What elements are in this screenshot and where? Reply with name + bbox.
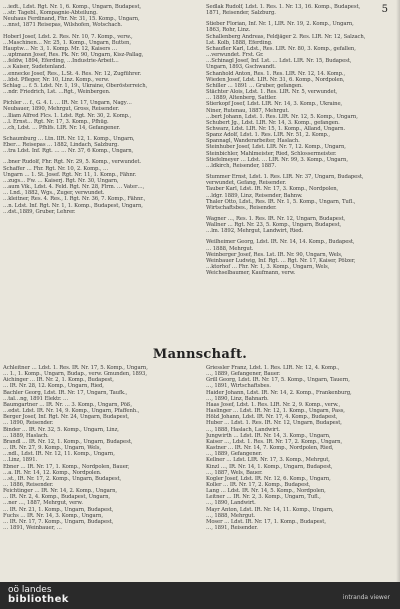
entry-line: Berger Josef, Inf. Rgt. Nr. 24, Ungarn, Budapest, (3, 414, 129, 421)
entry-line: …str. Tagebl., Kompagnie-Abteilung. (3, 10, 98, 17)
entry-line: Bachler Georg, Ldst. IR. Nr. 17, Ungarn, Taufk., (3, 389, 128, 396)
section-heading: Mannschaft. (152, 347, 248, 362)
entry-line: Weichselbaumer, Kaufmann, verw. (206, 270, 296, 277)
entry-line: Thaler Otto, Ldst., Res. IR. Nr. 1, 5. Komp., Ungarn, Tufl., (206, 198, 356, 205)
entry-line: Griessler Franz, Ldst. 1. Res. LIR. Nr. 12, 4. Komp., (206, 365, 340, 371)
entry-line: Feichtinger … IR. Nr. 14, 2. Komp., Ungarn, (3, 488, 118, 495)
entry-line: …iedt., Ldst. Rgt. Nr. 1, 6. Komp., Ungarn, Budapest, (3, 4, 141, 10)
entry-line: …ndl., Ldst. IR. Nr. 12, 11. Komp., Ungarn, (3, 451, 115, 458)
entry-line: 1863, Rohr, Linz. (206, 27, 251, 34)
entry-line: Stieber Florian, Inf. Nr. 1, LIR. Nr. 19, 2. Komp., Ungarn, (206, 21, 354, 28)
entry-line: Steinbichler, Mahlmeister, Ried, Schlossermeister. (206, 150, 337, 157)
entry-line: Kastner … IR. Nr. 14, 7. Komp., Nordpolen, Ried, (206, 445, 334, 452)
entry-line: Schaumburg … Ltn. IIR. Nr. 12, 1. Komp., Ungarn, (3, 135, 135, 142)
entry-line: …, 1888, Mehrgut. (206, 512, 255, 519)
entry-line: …, 1888, Haslach, Landwirt. (206, 426, 280, 433)
library-logo[interactable] (8, 585, 69, 605)
entry-line: Pichler … f., G. 4. I. … IR. Nr. 17, Ungarn, Nagy… (3, 100, 132, 107)
entry-line: Achleitner … Ldst. 1. Res. IR. Nr. 17, 5. Komp., Ungarn, (3, 365, 148, 371)
entry-line: …, 1890, Landwirt. (206, 500, 256, 507)
entry-line: …, 1889, Gefangener, Bauer. (206, 371, 281, 378)
entry-line: …ch, Ldst. … Pfhlfs. LIR. Nr. 14, Gefangener. (3, 124, 120, 131)
entry-line: …lliam Alfred Flcs. 1. Ldst. Rgt. Nr. 30, 2. Komp., (3, 112, 132, 119)
entry-line: Eber… Reisepas … 1882, Lindach, Salzburg. (3, 142, 119, 149)
entry-line: …nnst, 1871 Reisepas, Wilshofen, Wotschach. (3, 22, 123, 29)
entry-line: Stierkopf Josef, Ldst. LIR. Nr. 14, 3. Komp., Ukraine, (206, 101, 343, 108)
entry-line: …tra Ldst. Inf. Rgt. … … Nr. 37, 6 Komp., Ungarn, (3, 148, 134, 155)
entry-line: Kinzl …, IR. Nr. 14, 1. Komp., Ungarn, Budapest, (206, 463, 333, 470)
entry-line: Wallner … Rgt. Nr. 23, 5. Komp., Ungarn, Budapest, (206, 222, 342, 229)
entry-line: Haas Josef, Ldst. 1. Res. LIR. Nr. 2, 9. Komp., verw., (206, 401, 341, 408)
entry-line: Haslinger … Ldst. IR. Nr. 12, 1. Komp., Ungarn, Pass, (206, 408, 345, 415)
entry-line: Lst. Kolb, 1888, Eferding. (206, 39, 273, 46)
entry-line: …kleitner, Res. 4. Res., I. Rgt. Nr. 36, 7. Komp., Fähnr., (3, 196, 146, 203)
entry-line: Ungarn … 1. St. Josef. Rgt. Nr. 11, 1. Komp., Fähnr. (3, 171, 137, 178)
entry-line: … 1., 1. Komp., Ungarn, Budap., verw. Gmunden, 1893, (3, 371, 147, 378)
entry-line: Stächter Alois, Ldst. 1. Res. LIR. Nr. 5, verwundet, (206, 89, 338, 96)
entry-line: … 1891, Weinbauer, … (3, 525, 62, 532)
entry-line: 1871, Reisender, Salzburg. (206, 10, 276, 17)
entry-line: … Lnd., 1882, Wgs., Zuger, verwundet. (3, 190, 105, 197)
bottom-right-column (206, 365, 396, 531)
entry-line: …Linz, 1891. (3, 457, 38, 464)
entry-line: Neubauer, 1890, Mehrgut, Gross, Reisender. (3, 106, 120, 113)
entry-line: Fuchs … IR. Nr. 14, 3. Komp., Ungarn, (3, 512, 103, 519)
entry-line: Weinberger Josef, Res. Lst. IR. Nr. 90, Ungarn, Wels, (206, 251, 343, 258)
top-right-column (206, 4, 396, 276)
entry-line: …, 1889, Gefangener. (206, 451, 263, 458)
entry-line: … IR. Nr. 27, 9. Komp., Ungarn, Wels, (3, 445, 101, 452)
entry-line: … IR. Nr. 28, 12. Komp., Ungarn, Ried, (3, 383, 104, 390)
entry-line: Ungarn, 1893, Gschwandt. (206, 64, 276, 71)
entry-line: …l. Ernst… Rgt. Nr. 17, 3. Komp., Pfhüg. (3, 118, 109, 125)
entry-line: … IR. Nr. 17, 7. Komp., Ungarn, Budapest, (3, 518, 114, 525)
entry-line: Baumgartner … IR. Nr. … 3. Komp., Ungarn, Pöß, (3, 401, 132, 408)
entry-line: …bert Johann, Ldst. 1. Res. LIR. Nr. 12, 5. Komp., Ungarn, (206, 113, 358, 120)
entry-line: Hölzl Johann, Ldst. IR. Nr. 17, 4. Komp., Budapest, (206, 414, 338, 421)
entry-line: …ndr. Friedrich, Lst. …Rgt., Weinbergen. (3, 89, 111, 96)
entry-line: …edst. Ldst. IR. Nr. 14, 9. Komp., Ungarn, Pfaffenh., (3, 408, 140, 415)
entry-line: …a. IR. Nr. 14, 12. Komp., Nordpolen. (3, 469, 102, 476)
entry-line: …ner …, 1887, Mehrgut, verw. (3, 500, 83, 507)
entry-line: Schanhold Anton, Res. 1. Res. LIR. Nr. 12, 14. Komp., (206, 70, 346, 77)
entry-line: Schwarz, Ldst. LIR. Nr. 15, 1. Komp., Alland, Ungarn. (206, 125, 346, 132)
entry-line: Hoberl Josef, Ldst. 2. Res. Nr. 10, 7. Komp., verw., (3, 33, 133, 40)
entry-line: Weilheimer Georg, Ldst. IR. Nr. 14, 14. Komp., Budapest, (206, 239, 355, 246)
entry-line: Lang … Ldst. IR. Nr. 14, 5. Komp., Nordpolen, (206, 488, 326, 495)
entry-line: …ldkirch, Reisender, 1887. (206, 162, 277, 169)
entry-line: … 1886, Reisender. (3, 481, 54, 488)
entry-line: Tauber Karl, Ldst. IR. Nr. 17, 3. Komp., Nordpolen, (206, 186, 339, 193)
entry-line: …, 1891, Reisender. (206, 525, 258, 532)
entry-line: Mayr Anton, Ldst. IR. Nr. 14, 11. Komp., Ungarn, (206, 506, 334, 513)
entry-line: Schallenberg Andreas, Feldjäger 2. Res. LIR. Nr. 12, Salzach, (206, 33, 366, 40)
logo-line-1: oö landes (8, 585, 52, 595)
entry-line: Schlag … f. 5. Ldst. Nr. 1, 19., Ukraine, Oberösterreich, (3, 82, 148, 89)
entry-line: verwundet, Gefang, Reisender. (206, 180, 287, 187)
entry-line: Kellner … Ldst. LIR. Nr. 17, 3. Komp., Mehrgut, (206, 457, 330, 464)
entry-line: …bner Rudolf, Fhr. Rgt. Nr. 29, 5. Komp., verwundet. (3, 159, 141, 166)
top-left-column (3, 4, 193, 215)
entry-line: Huber … Ldst. 1. Res. IR. Nr. 12, Ungarn, Budapest, (206, 420, 342, 427)
entry-line: Brandl … IR. Nr. 12, 1. Komp., Ungarn, Budapest, (3, 438, 133, 445)
entry-line: Wirtschaftsbes., Reisender. (206, 204, 277, 211)
bottom-left-column (3, 365, 193, 531)
entry-line: …ldgr. 1889, Linz, Reisender, Bahnw. (206, 192, 303, 199)
entry-line: …tal…ng, 1891 Elektr. … (3, 395, 69, 402)
viewer-label[interactable]: intranda viewer (342, 594, 390, 601)
entry-line: Niner, Rutenau, 1887, Mehrgut. (206, 107, 290, 114)
entry-line: …lm. 1892, Mehrgut, Landwirt, Ried. (206, 228, 304, 235)
entry-line: Neuhaus Ferdinand, Fhr. Nr. 31, 15. Komp., Ungarn, (3, 16, 140, 23)
entry-line: Stiefelmeyer … Ldst. … LIR. Nr. 99, 3. Komp., Ungarn, (206, 156, 348, 163)
entry-line: …aum Vik., Ldst. 4. Feld. Rgt. Nr. 28, Flrm. … Vater…, (3, 184, 145, 191)
entry-line: … IR. Nr. 2, 4. Komp., Budapest, Ungarn, (3, 494, 110, 501)
entry-line: Aichinger … IR. Nr. 2, 1. Komp., Budapest, (3, 377, 114, 384)
entry-line: … 1889, Haslach. (3, 432, 49, 439)
logo-line-2: bibliothek (8, 594, 69, 605)
entry-line: Wagner …, Res. 1. Res. IR. Nr. 12, Ungarn, Budapest, (206, 216, 346, 222)
entry-line: Hauptw… Nr. 3, 1. Komp. Mr. 12, Kaisers … (3, 45, 118, 52)
entry-line: Leitner … IR. Nr. 2, 3. Komp., Ungarn, Tufl., (206, 494, 321, 501)
entry-line: Jungwirth … Ldst. IR. Nr. 14, 3. Komp., Ungarn, (206, 432, 331, 439)
entry-line: …uptmann Josef, Res. Fk. Nr. 90, Ungarn, Kisz-Pallag, (3, 52, 144, 59)
entry-line: Spannagl, Wanderarbeiter, Haslach. (206, 138, 300, 145)
entry-line: Weinbauer Ludwig, Inf. Rgt. … Rgt. Nr. 17, Kaiser, Pölzer, (206, 257, 356, 264)
entry-line: …feldw, 1894, Eferding, …Industrie-Arbeit… (3, 58, 119, 65)
entry-line: Koller … IR. Nr. 17, 2. Komp., Budapest, (206, 481, 311, 488)
entry-line: … 1889, Altenberg, Sattler. (206, 95, 277, 102)
entry-line: …dst.,1889, Gruber, Lehrer. (3, 208, 76, 215)
entry-line: Ebner … IR. Nr. 17, 1. Komp., Nordpolen, Bauer, (3, 463, 130, 470)
entry-line: …st., IR. Nr. 17, 2. Komp., Ungarn, Budapest, (3, 475, 122, 482)
entry-line: Schaffer … Fhr. Rgt. Nr. 10, 2. Komp., … (3, 165, 109, 172)
entry-line: …Schinagl Josef, Inf. Lst. … Ldst. LIR. Nr. 15, Budapest, (206, 58, 352, 65)
entry-line: Moser … Ldst. IR. Nr. 17, 1. Komp., Budapest, (206, 518, 326, 525)
entry-line: Schaufler Karl, Ldst., Res. LIR. Nr. 80, 3. Komp., gefallen, (206, 45, 356, 52)
entry-line: Binder … IR. Nr. 32, 5. Komp., Ungarn, Linz, (3, 426, 119, 433)
entry-line: …s Kaiser, Sudetenland. (3, 64, 66, 71)
entry-line: …, 1891, Wirtschaftsbes. (206, 383, 271, 390)
entry-line: Kaiser …, Ldst. 1. Res. IR. Nr. 17, 2. Komp., Ungarn, (206, 438, 343, 445)
entry-line: …verwundet. Frst. Gr. (206, 52, 264, 59)
entry-line: Stummer Ernst, Ldst. 1. Res. LIR. Nr. 37, Ungarn, Budapest, (206, 174, 364, 181)
entry-line: Haider Johann, Ldst. IR. Nr. 14, 2. Komp., Frankenburg, (206, 389, 352, 396)
entry-line: …, 1887, Wels, Bauer. (206, 469, 263, 476)
entry-line: …zugs… Fw. … Kaiserj. Rgt. Nr. 30, Ungarn, (3, 177, 119, 184)
entry-line: Schubert Jg., Ldst. LIR. Nr. 14, 3. Komp., gefangen. (206, 119, 340, 126)
entry-line: Spanz Adolf, Ldst. 1. Res. LIR. Nr. 51, 2. Komp., (206, 132, 331, 139)
entry-line: … IR. Nr. 21, 1. Komp., Ungarn, Budapest, (3, 506, 114, 513)
page-edge-shadow (396, 0, 400, 582)
entry-line: Grill Georg, Ldst. IR. Nr. 17, 5. Komp., Ungarn, Tauern, (206, 377, 350, 384)
entry-line: …ennecke Josef, Res., L.St. 4. Res. Nr. 12, Zugführer. (3, 70, 142, 77)
entry-line: … 1888, Mehrgut. (206, 245, 254, 252)
entry-line: …ktorhof … Fhr. Nr. 1, 3. Komp., Ungarn, Wels, (206, 264, 330, 271)
entry-line: Kogler Josef, Ldst. IR. Nr. 12, 6. Komp., Ungarn, (206, 475, 331, 482)
entry-line: Schiller … 1891 … Gruber, gefangen. (206, 82, 303, 89)
entry-line: Steinhuber Josef, Ldst. LIR. Nr. 7, 12. Komp., Ungarn, (206, 144, 346, 151)
entry-line: Wieden Josef, Ldst. LIR. Nr. 31, 6. Komp., Nordpolen, (206, 76, 345, 83)
entry-line: …ldst. Pfleger, Nr. 10, Linz. Komp., verw. (3, 76, 110, 83)
entry-line: …Maschinen… Nr. 25, 1. Komp., Ungarn, Butten, (3, 39, 131, 46)
entry-line: …n. Ldst. Inf. Rgt. Nr. 1, 1. Komp., Budapest, Ungarn, (3, 202, 143, 209)
entry-line: … 1890, Reisender. (3, 420, 54, 427)
page-number: 5 (381, 4, 388, 15)
entry-line: …, 1890, Linz, Bahnarb. (206, 395, 269, 402)
entry-line: Sedlak Rudolf, Ldst. 1. Res. 1. Nr. 13, 16. Komp., Budapest, (206, 4, 361, 10)
